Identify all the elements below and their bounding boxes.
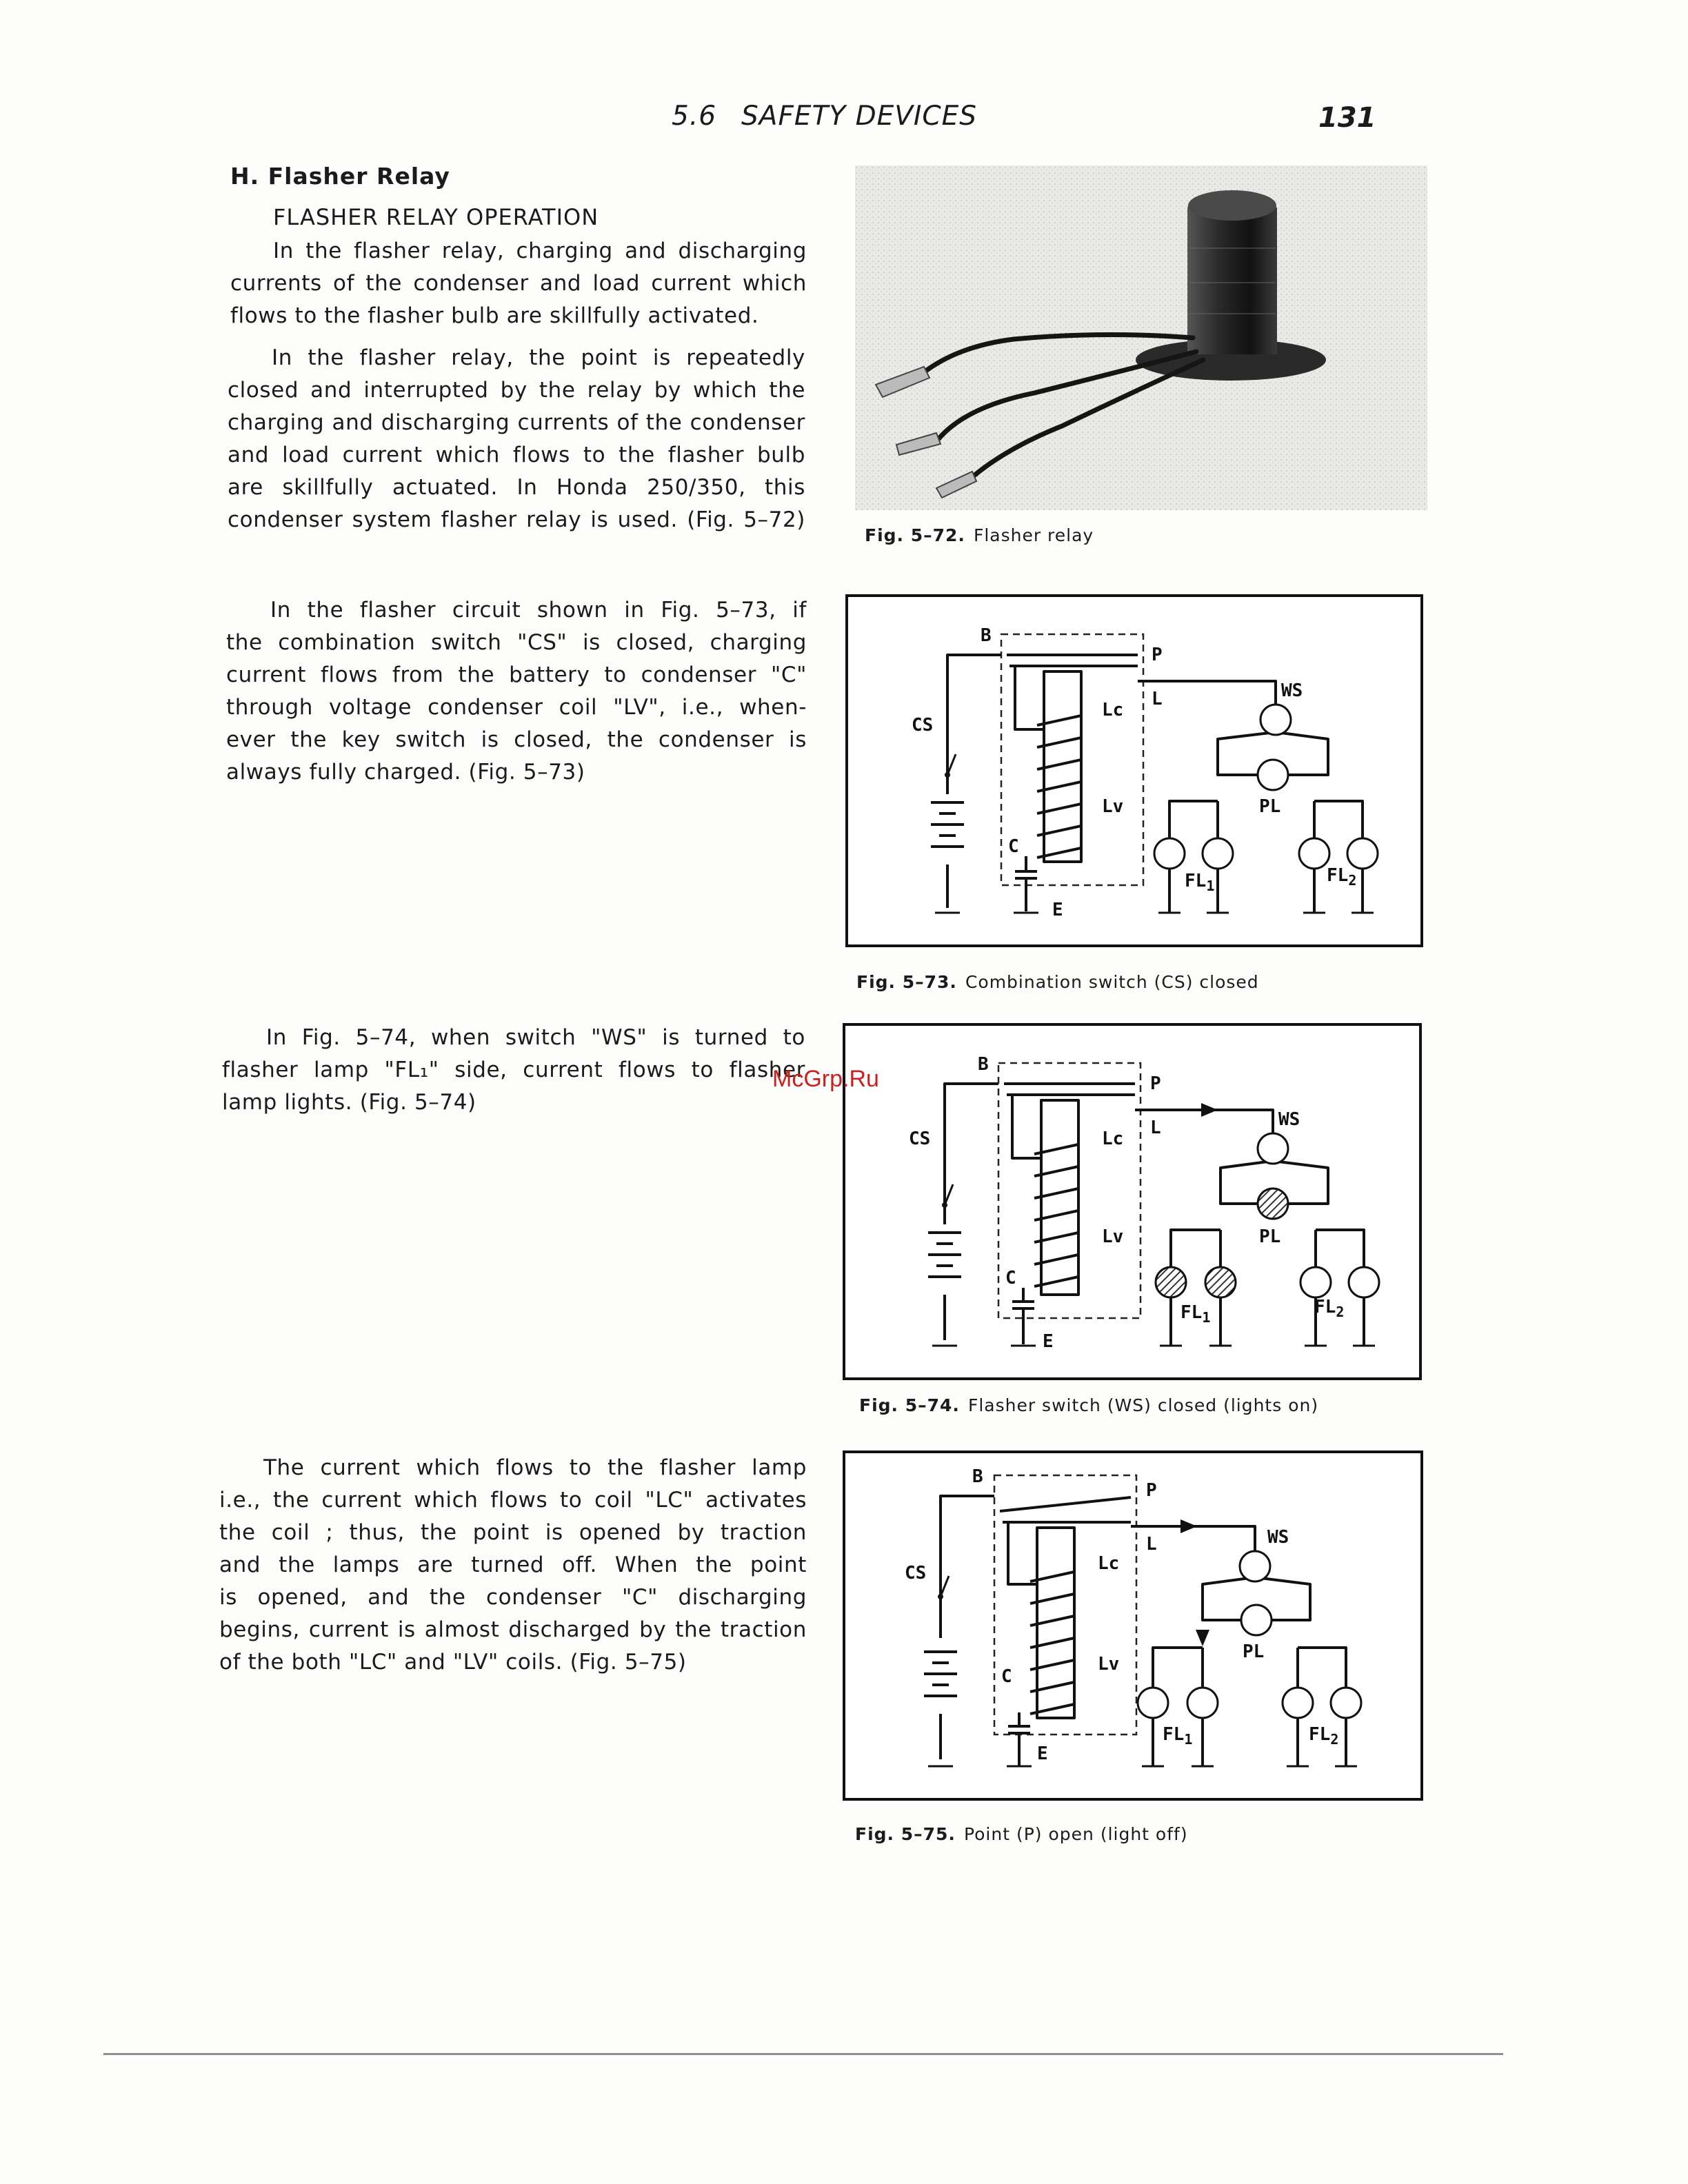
figure-caption bbox=[859, 1395, 1318, 1415]
lamp-pl-lit bbox=[1258, 1189, 1288, 1219]
battery-cell bbox=[936, 1264, 953, 1267]
circuit-diagram-fig-5-75 bbox=[843, 1450, 1423, 1801]
figure-number: Fig. 5–75. bbox=[855, 1824, 956, 1844]
label-lc: Lc bbox=[1102, 700, 1124, 720]
text-line: always fully charged. (Fig. 5–73) bbox=[226, 760, 585, 785]
ws-switch bbox=[1240, 1551, 1270, 1581]
figure-title: Combination switch (CS) closed bbox=[965, 972, 1259, 992]
label-fl1: $FL_1$ bbox=[1185, 871, 1215, 894]
battery-cell bbox=[939, 812, 956, 815]
text-line: and the lamps are turned off. When the point bbox=[219, 1553, 807, 1577]
text-line: is opened, and the condenser "C" discharging bbox=[219, 1585, 807, 1610]
text-line: current flows from the battery to condenser "C" bbox=[226, 663, 807, 687]
ws-switch bbox=[1260, 705, 1291, 735]
section-heading: H. Flasher Relay bbox=[230, 163, 450, 190]
figure-caption bbox=[855, 1824, 1188, 1844]
battery-cell bbox=[924, 1650, 957, 1653]
figure-number: Fig. 5–72. bbox=[865, 525, 965, 545]
lamp-pl bbox=[1258, 760, 1288, 790]
battery-cell bbox=[928, 1253, 961, 1256]
text-line: In the flasher relay, charging and discharging bbox=[273, 239, 807, 263]
label-lv: Lv bbox=[1102, 1226, 1124, 1247]
lamp-pl bbox=[1241, 1605, 1272, 1635]
text-line: charging and discharging currents of the condenser bbox=[228, 410, 805, 435]
lamp-fl2-a bbox=[1300, 1267, 1331, 1297]
label-ws: WS bbox=[1267, 1527, 1289, 1548]
label-fl2: $FL_2$ bbox=[1327, 865, 1357, 889]
label-lv: Lv bbox=[1098, 1654, 1120, 1675]
label-fl1: $FL_1$ bbox=[1180, 1302, 1211, 1326]
paragraph-3 bbox=[226, 594, 807, 789]
battery-cell bbox=[928, 1231, 961, 1234]
text-line: the combination switch "CS" is closed, charging bbox=[226, 630, 807, 655]
text-line: begins, current is almost discharged by the traction bbox=[219, 1617, 807, 1642]
text-line: The current which flows to the flasher lamp bbox=[263, 1455, 807, 1480]
lamp-fl2-b bbox=[1349, 1267, 1379, 1297]
text-line: condenser system flasher relay is used. (Fig. 5–72) bbox=[228, 507, 805, 532]
lamp-fl2-b bbox=[1331, 1688, 1361, 1718]
label-e: E bbox=[1052, 900, 1063, 920]
label-p: P bbox=[1146, 1480, 1157, 1501]
label-fl1: $FL_1$ bbox=[1163, 1724, 1193, 1748]
text-line: of the both "LC" and "LV" coils. (Fig. 5–75) bbox=[219, 1650, 687, 1675]
lamp-fl2-a bbox=[1283, 1688, 1313, 1718]
battery-cell bbox=[931, 823, 964, 826]
label-lc: Lc bbox=[1102, 1129, 1124, 1149]
lamp-fl1-b bbox=[1187, 1688, 1218, 1718]
label-l: L bbox=[1146, 1534, 1157, 1555]
label-c: C bbox=[1001, 1666, 1012, 1687]
battery-cell bbox=[932, 1661, 949, 1664]
label-e: E bbox=[1043, 1331, 1054, 1352]
circuit-diagram-fig-5-73 bbox=[845, 594, 1423, 947]
lamp-fl1-a-lit bbox=[1156, 1267, 1186, 1297]
subheading: FLASHER RELAY OPERATION bbox=[273, 204, 599, 230]
section-title: SAFETY DEVICES bbox=[741, 101, 978, 132]
text-line: currents of the condenser and load current which bbox=[230, 271, 807, 296]
flasher-relay-photo bbox=[855, 165, 1427, 510]
label-lc: Lc bbox=[1098, 1553, 1120, 1574]
figure-title: Flasher relay bbox=[973, 525, 1094, 545]
label-l: L bbox=[1150, 1118, 1161, 1138]
label-cs: CS bbox=[912, 715, 934, 736]
label-pl: PL bbox=[1243, 1641, 1265, 1662]
label-ws: WS bbox=[1278, 1109, 1300, 1130]
watermark: McGrp.Ru bbox=[772, 1066, 879, 1092]
text-line: flasher lamp "FL₁" side, current flows to flasher bbox=[222, 1058, 805, 1082]
label-lv: Lv bbox=[1102, 796, 1124, 817]
text-line: the coil ; thus, the point is opened by traction bbox=[219, 1520, 807, 1545]
label-b: B bbox=[981, 625, 992, 646]
label-fl2: $FL_2$ bbox=[1309, 1724, 1339, 1748]
figure-number: Fig. 5–74. bbox=[859, 1395, 960, 1415]
text-line: closed and interrupted by the relay by which the bbox=[228, 378, 805, 403]
label-p: P bbox=[1150, 1073, 1161, 1094]
text-line: are skillfully actuated. In Honda 250/350, this bbox=[228, 475, 805, 500]
label-c: C bbox=[1005, 1268, 1016, 1288]
text-line: and load current which flows to the flasher bulb bbox=[228, 443, 805, 467]
lamp-fl2-b bbox=[1347, 838, 1378, 869]
battery-cell bbox=[932, 1684, 949, 1686]
label-cs: CS bbox=[905, 1563, 927, 1584]
ws-switch bbox=[1258, 1133, 1288, 1164]
label-p: P bbox=[1152, 645, 1163, 665]
paragraph-2 bbox=[228, 342, 805, 536]
label-l: L bbox=[1152, 689, 1163, 709]
section-number: 5.6 bbox=[672, 101, 717, 132]
battery-cell bbox=[939, 834, 956, 837]
figure-caption bbox=[865, 525, 1094, 545]
lamp-fl1-b bbox=[1203, 838, 1233, 869]
battery-cell bbox=[924, 1672, 957, 1675]
figure-number: Fig. 5–73. bbox=[856, 972, 957, 992]
label-b: B bbox=[972, 1466, 983, 1487]
lamp-fl1-a bbox=[1138, 1688, 1168, 1718]
battery-cell bbox=[931, 801, 964, 804]
text-line: flows to the flasher bulb are skillfully activated. bbox=[230, 303, 759, 328]
figure-caption bbox=[856, 972, 1259, 992]
label-c: C bbox=[1008, 836, 1019, 857]
circuit-diagram-fig-5-74 bbox=[843, 1023, 1422, 1380]
lamp-fl1-a bbox=[1154, 838, 1185, 869]
label-ws: WS bbox=[1281, 680, 1303, 701]
running-header bbox=[672, 101, 977, 132]
text-line: through voltage condenser coil "LV", i.e., when- bbox=[226, 695, 807, 720]
paragraph-4 bbox=[222, 1022, 805, 1119]
label-pl: PL bbox=[1259, 1226, 1281, 1247]
battery-cell bbox=[936, 1242, 953, 1245]
battery-cell bbox=[924, 1695, 957, 1697]
text-line: ever the key switch is closed, the condenser is bbox=[226, 727, 807, 752]
lamp-fl1-b-lit bbox=[1205, 1267, 1236, 1297]
figure-title: Point (P) open (light off) bbox=[963, 1824, 1188, 1844]
text-line: In Fig. 5–74, when switch "WS" is turned to bbox=[266, 1025, 805, 1050]
label-b: B bbox=[978, 1054, 989, 1075]
bottom-rule bbox=[103, 2053, 1503, 2055]
label-cs: CS bbox=[909, 1129, 931, 1149]
paragraph-1 bbox=[230, 235, 807, 332]
text-line: lamp lights. (Fig. 5–74) bbox=[222, 1090, 476, 1115]
label-fl2: $FL_2$ bbox=[1314, 1297, 1345, 1320]
text-line: i.e., the current which flows to coil "LC" activates bbox=[219, 1488, 807, 1513]
battery-cell bbox=[931, 845, 964, 848]
label-pl: PL bbox=[1259, 796, 1281, 817]
text-line: In the flasher relay, the point is repeatedly bbox=[272, 345, 805, 370]
battery-cell bbox=[928, 1275, 961, 1278]
paragraph-5 bbox=[219, 1452, 807, 1679]
text-line: In the flasher circuit shown in Fig. 5–73, if bbox=[270, 598, 807, 623]
label-e: E bbox=[1037, 1743, 1048, 1764]
lamp-fl2-a bbox=[1299, 838, 1329, 869]
page-number: 131 bbox=[1318, 102, 1376, 134]
figure-title: Flasher switch (WS) closed (lights on) bbox=[967, 1395, 1319, 1415]
